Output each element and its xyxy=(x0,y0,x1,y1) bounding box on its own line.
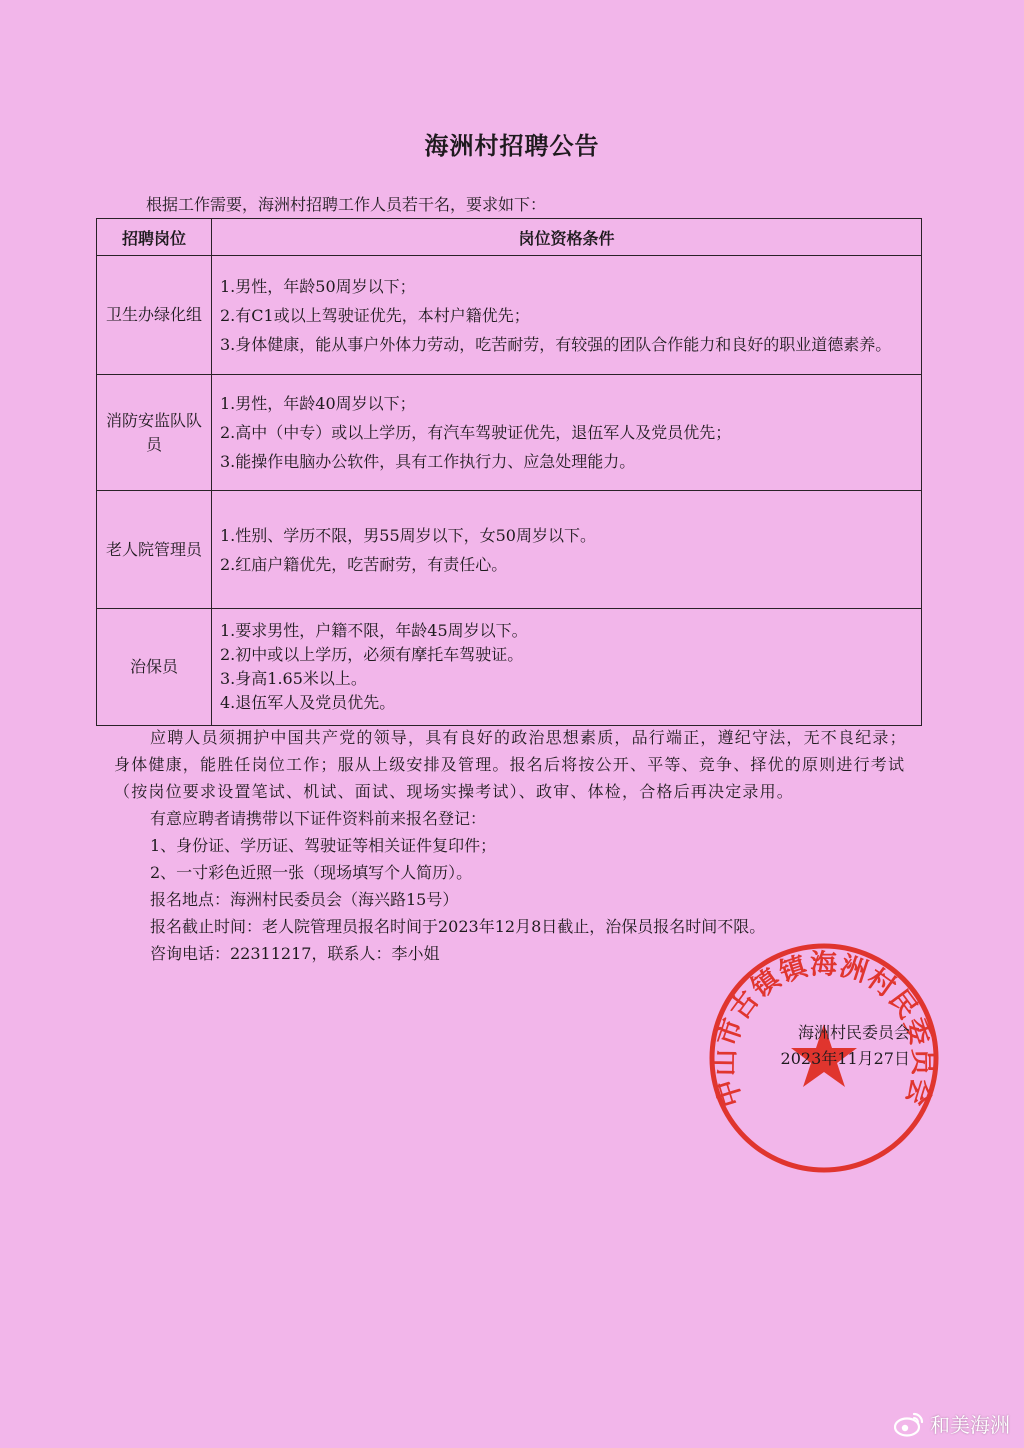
signature-org: 海洲村民委员会 xyxy=(797,1023,910,1042)
conditions-cell xyxy=(212,491,922,609)
condition-item: 3.身高1.65米以上。 xyxy=(220,669,367,688)
condition-item: 2.初中或以上学历，必须有摩托车驾驶证。 xyxy=(220,645,524,664)
header-conditions: 岗位资格条件 xyxy=(212,219,922,256)
condition-item: 1.要求男性，户籍不限，年龄45周岁以下。 xyxy=(220,621,528,640)
watermark xyxy=(894,1409,1010,1438)
deadline-text: 报名截止时间：老人院管理员报名时间于2023年12月8日截止，治保员报名时间不限。 xyxy=(150,917,766,936)
table-row xyxy=(97,609,922,726)
table-row xyxy=(97,256,922,375)
weibo-icon xyxy=(894,1411,924,1437)
table-row xyxy=(97,375,922,491)
signature-block xyxy=(770,1020,910,1072)
doc-item: 2、一寸彩色近照一张（现场填写个人简历）。 xyxy=(150,863,473,882)
condition-item: 2.有C1或以上驾驶证优先，本村户籍优先； xyxy=(220,305,530,325)
apply-intro: 有意应聘者请携带以下证件资料前来报名登记： xyxy=(150,809,487,828)
conditions-cell xyxy=(212,256,922,375)
intro-text: 根据工作需要，海洲村招聘工作人员若干名，要求如下： xyxy=(146,195,547,214)
table-row xyxy=(97,491,922,609)
condition-item: 2.高中（中专）或以上学历，有汽车驾驶证优先，退伍军人及党员优先； xyxy=(220,423,732,442)
condition-item: 3.能操作电脑办公软件，具有工作执行力、应急处理能力。 xyxy=(220,452,636,471)
contact-text: 咨询电话：22311217，联系人：李小姐 xyxy=(150,944,440,963)
position-cell: 消防安监队队员 xyxy=(97,375,212,491)
seal-text: 中山市古镇镇海洲村民委员会 xyxy=(709,949,939,1111)
condition-item: 1.性别、学历不限，男55周岁以下，女50周岁以下。 xyxy=(220,525,596,545)
position-cell: 卫生办绿化组 xyxy=(97,256,212,375)
doc-item: 1、身份证、学历证、驾驶证等相关证件复印件； xyxy=(150,836,497,855)
condition-item: 1.男性，年龄50周岁以下； xyxy=(220,276,416,296)
position-cell: 治保员 xyxy=(97,609,212,726)
location-text: 报名地点：海洲村民委员会（海兴路15号） xyxy=(150,890,459,909)
header-position: 招聘岗位 xyxy=(97,219,212,256)
signature-date: 2023年11月27日 xyxy=(780,1049,910,1068)
conditions-cell xyxy=(212,375,922,491)
requirements-table xyxy=(96,218,922,726)
position-cell: 老人院管理员 xyxy=(97,491,212,609)
condition-item: 1.男性，年龄40周岁以下； xyxy=(220,394,416,413)
requirements-paragraph: 应聘人员须拥护中国共产党的领导，具有良好的政治思想素质，品行端正，遵纪守法，无不良纪录；身体健康，能胜任岗位工作；服从上级安排及管理。报名后将按公开、平等、竞争、择优的原则进行考试（按岗位要求设置笔试、机试、面试、现场实操考试）、政审、体检，合格后再决定录用。 xyxy=(114,728,907,801)
condition-item: 4.退伍军人及党员优先。 xyxy=(220,693,396,712)
page-title: 海洲村招聘公告 xyxy=(424,132,600,160)
condition-item: 3.身体健康，能从事户外体力劳动，吃苦耐劳，有较强的团队合作能力和良好的职业道德素养。 xyxy=(220,334,892,354)
table-header-row xyxy=(97,219,922,256)
watermark-text: 和美海洲 xyxy=(930,1413,1010,1437)
condition-item: 2.红庙户籍优先，吃苦耐劳，有责任心。 xyxy=(220,554,508,574)
body-section xyxy=(114,724,914,967)
conditions-cell xyxy=(212,609,922,726)
